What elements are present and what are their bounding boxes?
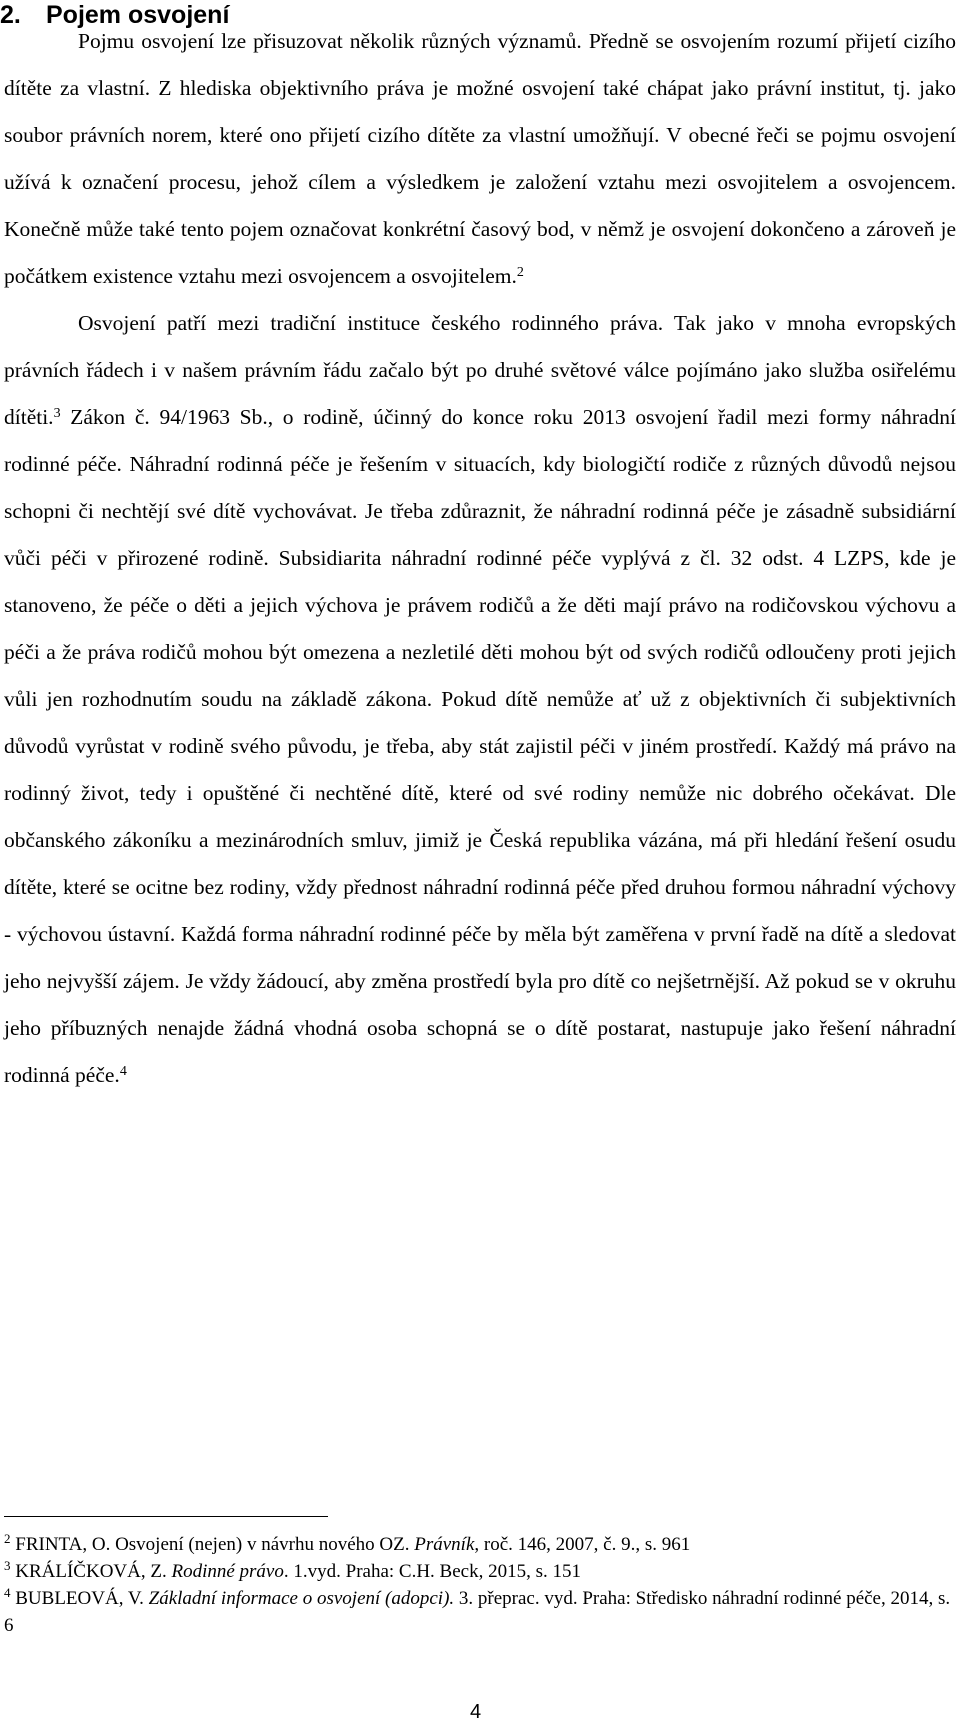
- paragraph-text: Zákon č. 94/1963 Sb., o rodině, účinný do konce roku 2013 osvojení řadil mezi formy náhradní rodinné péče. Náhradní rodinná péče je řešením v situacích, kdy biologičtí rodiče z různých důvodů nejsou schopni či nechtějí své dítě vychovávat. Je třeba zdůraznit, že náhradní rodinná péče je zásadně subsidiární vůči péči v přirozené rodině. Subsidiarita náhradní rodinné péče vyplývá z čl. 32 odst. 4 LZPS, kde je stanoveno, že péče o děti a jejich výchova je právem rodičů a že děti mají právo na rodičovskou výchovu a péči a že práva rodičů mohou být omezena a nezletilé děti mohou být od svých rodičů odloučeny proti jejich vůli jen rozhodnutím soudu na základě zákona. Pokud dítě nemůže ať už z objektivních či subjektivních důvodů vyrůstat v rodině svého původu, je třeba, aby stát zajistil péči v jiném prostředí. Každý má právo na rodinný život, tedy i opuštěné či nechtěné dítě, které od své rodiny nemůže nic dobrého očekávat. Dle občanského zákoníku a mezinárodních smluv, jimiž je Česká republika vázána, má při hledání řešení osudu dítěte, které se ocitne bez rodiny, vždy přednost náhradní rodinná péče před druhou formou náhradní výchovy - výchovou ústavní. Každá forma náhradní rodinné péče by měla být zaměřena v první řadě na dítě a sledovat jeho nejvyšší zájem. Je vždy žádoucí, aby změna prostředí byla pro dítě co nejšetrnější. Až pokud se v okruhu jeho příbuzných nenajde žádná vhodná osoba schopná se o dítě postarat, nastupuje jako řešení náhradní rodinná péče.: [4, 405, 956, 1087]
- footnote-italic: Rodinné právo: [171, 1561, 284, 1582]
- footnote-3: [4, 1558, 954, 1585]
- body-text: [4, 18, 956, 1099]
- footnote-italic: Základní informace o osvojení (adopci).: [148, 1588, 455, 1609]
- footnote-reference: 3: [53, 406, 61, 421]
- footnote-text: KRÁLÍČKOVÁ, Z.: [10, 1561, 172, 1582]
- section-number: 2.: [0, 1, 21, 29]
- paragraph-1: [4, 18, 956, 300]
- footnote-4: [4, 1585, 954, 1639]
- footnote-separator: [4, 1516, 328, 1517]
- paragraph-text: Osvojení patří mezi tradiční instituce českého rodinného práva. Tak jako v mnoha evropských právních řádech i v našem právním řádu začalo být po druhé světové válce pojímáno jako služba osiřelému dítěti.: [4, 311, 956, 429]
- footnote-reference: 4: [119, 1064, 127, 1079]
- footnote-number: 3: [4, 1557, 11, 1573]
- page-number: 4: [470, 1701, 482, 1723]
- footnote-number: 4: [4, 1584, 11, 1600]
- footnote-italic: Právník: [414, 1534, 475, 1555]
- section-title: Pojem osvojení: [46, 1, 230, 29]
- footnote-2: [4, 1531, 954, 1558]
- paragraph-text: Pojmu osvojení lze přisuzovat několik různých významů. Předně se osvojením rozumí přijetí cizího dítěte za vlastní. Z hlediska objektivního práva je možné osvojení také chápat jako právní institut, tj. jako soubor právních norem, které ono přijetí cizího dítěte za vlastní umožňují. V obecné řeči se pojmu osvojení užívá k označení procesu, jehož cílem a výsledkem je založení vztahu mezi osvojitelem a osvojencem. Konečně může také tento pojem označovat konkrétní časový bod, v němž je osvojení dokončeno a zároveň je počátkem existence vztahu mezi osvojencem a osvojitelem.: [4, 29, 956, 288]
- footnotes: [4, 1531, 954, 1639]
- footnote-text: FRINTA, O. Osvojení (nejen) v návrhu nového OZ.: [10, 1534, 415, 1555]
- footnote-text: . 1.vyd. Praha: C.H. Beck, 2015, s. 151: [283, 1561, 581, 1582]
- paragraph-2: [4, 300, 956, 1099]
- footnote-text: 3. přeprac. vyd. Praha: Středisko náhradní rodinné péče, 2014, s. 6: [4, 1588, 951, 1636]
- footnote-number: 2: [4, 1530, 11, 1546]
- footnote-text: BUBLEOVÁ, V.: [10, 1588, 149, 1609]
- footnote-reference: 2: [516, 265, 524, 280]
- footnote-text: , roč. 146, 2007, č. 9., s. 961: [474, 1534, 691, 1555]
